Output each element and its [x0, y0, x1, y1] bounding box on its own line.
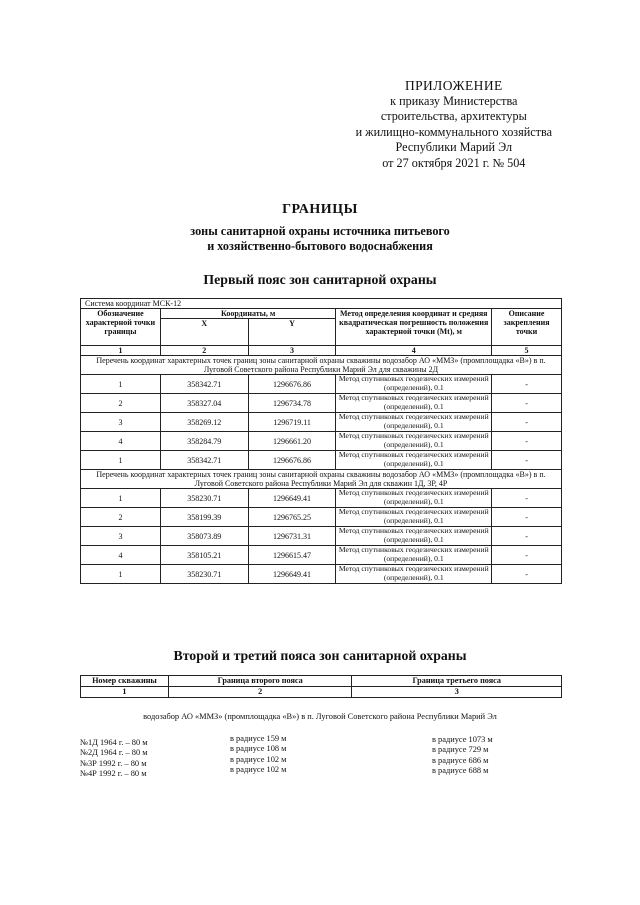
method-cell: Метод спутниковых геодезических измерений (определений), 0.1	[336, 546, 492, 565]
fixing-cell: -	[492, 375, 562, 394]
x-coordinate: 358327.04	[160, 394, 248, 413]
point-number: 4	[81, 432, 161, 451]
header-well: Номер скважины	[81, 676, 169, 687]
list-item: в радиусе 102 м	[230, 754, 287, 764]
list-item: в радиусе 688 м	[432, 766, 489, 776]
method-cell: Метод спутниковых геодезических измерений (определений), 0.1	[336, 413, 492, 432]
fixing-cell: -	[492, 489, 562, 508]
table-row	[81, 565, 562, 584]
fixing-cell: -	[492, 508, 562, 527]
table-row	[81, 508, 562, 527]
x-coordinate: 358230.71	[160, 565, 248, 584]
table-row	[81, 299, 562, 309]
appendix-line: к приказу Министерства	[390, 93, 518, 108]
list-item: №1Д 1964 г. – 80 м	[80, 738, 148, 747]
point-number: 1	[81, 565, 161, 584]
col-number: 5	[492, 346, 562, 356]
point-number: 1	[81, 375, 161, 394]
appendix-line: и жилищно-коммунального хозяйства	[355, 124, 552, 139]
y-coordinate: 1296765.25	[248, 508, 336, 527]
document-title: ГРАНИЦЫ	[282, 202, 358, 217]
appendix-header	[356, 78, 552, 172]
appendix-line: от 27 октября 2021 г. № 504	[382, 155, 526, 170]
header-designation: Обозначение характерной точки границы	[81, 309, 161, 346]
belt1-heading: Первый пояс зон санитарной охраны	[203, 272, 437, 287]
table-row	[81, 451, 562, 470]
header-second-belt: Граница второго пояса	[168, 676, 352, 687]
header-coords: Координаты, м	[160, 309, 336, 319]
col-number: 3	[248, 346, 336, 356]
subtitle-line: и хозяйственно-бытового водоснабжения	[207, 239, 433, 253]
point-number: 3	[81, 527, 161, 546]
x-coordinate: 358342.71	[160, 451, 248, 470]
header-third-belt: Граница третьего пояса	[352, 676, 562, 687]
y-coordinate: 1296734.78	[248, 394, 336, 413]
header-method: Метод определения координат и средняя квадратическая погрешность положения характерной точки (Mt), м	[336, 309, 492, 346]
method-cell: Метод спутниковых геодезических измерений (определений), 0.1	[336, 375, 492, 394]
point-number: 2	[81, 394, 161, 413]
y-coordinate: 1296661.20	[248, 432, 336, 451]
x-coordinate: 358284.79	[160, 432, 248, 451]
table-row	[81, 309, 562, 319]
table-row	[81, 375, 562, 394]
method-cell: Метод спутниковых геодезических измерений (определений), 0.1	[336, 394, 492, 413]
header-x: X	[160, 319, 248, 346]
method-cell: Метод спутниковых геодезических измерений (определений), 0.1	[336, 527, 492, 546]
list-item: в радиусе 686 м	[432, 755, 489, 765]
appendix-line: ПРИЛОЖЕНИЕ	[404, 78, 503, 93]
table-row	[81, 676, 562, 687]
fixing-cell: -	[492, 546, 562, 565]
fixing-cell: -	[492, 451, 562, 470]
fixing-cell: -	[492, 527, 562, 546]
point-number: 1	[81, 489, 161, 508]
point-number: 4	[81, 546, 161, 565]
col-number: 2	[168, 687, 352, 698]
table-row	[81, 527, 562, 546]
segment-caption-row	[81, 470, 562, 489]
col-number: 1	[81, 346, 161, 356]
list-item: №4Р 1992 г. – 80 м	[80, 769, 147, 779]
table-row	[81, 687, 562, 698]
list-item: №3Р 1992 г. – 80 м	[80, 758, 147, 768]
list-item: в радиусе 159 м	[230, 734, 287, 743]
point-number: 1	[81, 451, 161, 470]
fixing-cell: -	[492, 394, 562, 413]
method-cell: Метод спутниковых геодезических измерений (определений), 0.1	[336, 432, 492, 451]
x-coordinate: 358269.12	[160, 413, 248, 432]
belt1-coordinates-table	[80, 298, 562, 584]
wells-list	[80, 738, 148, 780]
y-coordinate: 1296615.47	[248, 546, 336, 565]
x-coordinate: 358342.71	[160, 375, 248, 394]
fixing-cell: -	[492, 413, 562, 432]
segment-caption: Перечень координат характерных точек границ зоны санитарной охраны скважины водозабор АО «ММЗ» (промплощадка «В») в п. Луговой Советского района Республики Марий Эл для скважины 2Д	[81, 356, 562, 375]
header-y: Y	[248, 319, 336, 346]
y-coordinate: 1296719.11	[248, 413, 336, 432]
table-row	[81, 546, 562, 565]
appendix-line: Республики Марий Эл	[395, 140, 513, 155]
fixing-cell: -	[492, 565, 562, 584]
list-item: в радиусе 1073 м	[432, 735, 493, 744]
method-cell: Метод спутниковых геодезических измерений (определений), 0.1	[336, 451, 492, 470]
col-number: 4	[336, 346, 492, 356]
belt2-table	[80, 675, 562, 698]
y-coordinate: 1296731.31	[248, 527, 336, 546]
method-cell: Метод спутниковых геодезических измерений (определений), 0.1	[336, 508, 492, 527]
segment-caption: Перечень координат характерных точек границ зоны санитарной охраны скважины водозабор АО «ММЗ» (промплощадка «В») в п. Луговой Советского района Республики Марий Эл для скважин 1Д, 3Р, 4Р	[81, 470, 562, 489]
header-fixing: Описание закрепления точки	[492, 309, 562, 346]
segment-caption-row	[81, 356, 562, 375]
fixing-cell: -	[492, 432, 562, 451]
y-coordinate: 1296676.86	[248, 375, 336, 394]
point-number: 3	[81, 413, 161, 432]
x-coordinate: 358105.21	[160, 546, 248, 565]
coordinate-system: Система координат МСК-12	[81, 299, 562, 309]
col-number: 2	[160, 346, 248, 356]
list-item: в радиусе 108 м	[230, 744, 287, 754]
x-coordinate: 358230.71	[160, 489, 248, 508]
water-intake-note: водозабор АО «ММЗ» (промплощадка «В») в п. Луговой Советского района Республики Марий Эл	[143, 712, 497, 721]
table-row	[81, 432, 562, 451]
y-coordinate: 1296676.86	[248, 451, 336, 470]
table-row	[81, 489, 562, 508]
method-cell: Метод спутниковых геодезических измерений (определений), 0.1	[336, 565, 492, 584]
y-coordinate: 1296649.41	[248, 565, 336, 584]
method-cell: Метод спутниковых геодезических измерений (определений), 0.1	[336, 489, 492, 508]
belt2-heading: Второй и третий пояса зон санитарной охраны	[173, 648, 467, 663]
x-coordinate: 358199.39	[160, 508, 248, 527]
list-item: в радиусе 102 м	[230, 765, 287, 775]
third-belt-list	[432, 735, 493, 777]
subtitle-line: зоны санитарной охраны источника питьевого	[190, 224, 450, 238]
y-coordinate: 1296649.41	[248, 489, 336, 508]
table-row	[81, 346, 562, 356]
appendix-line: строительства, архитектуры	[380, 109, 527, 124]
col-number: 3	[352, 687, 562, 698]
x-coordinate: 358073.89	[160, 527, 248, 546]
table-row	[81, 394, 562, 413]
list-item: в радиусе 729 м	[432, 745, 489, 755]
second-belt-list	[230, 734, 286, 776]
table-row	[81, 413, 562, 432]
document-subtitle	[0, 224, 640, 254]
point-number: 2	[81, 508, 161, 527]
col-number: 1	[81, 687, 169, 698]
list-item: №2Д 1964 г. – 80 м	[80, 748, 148, 758]
